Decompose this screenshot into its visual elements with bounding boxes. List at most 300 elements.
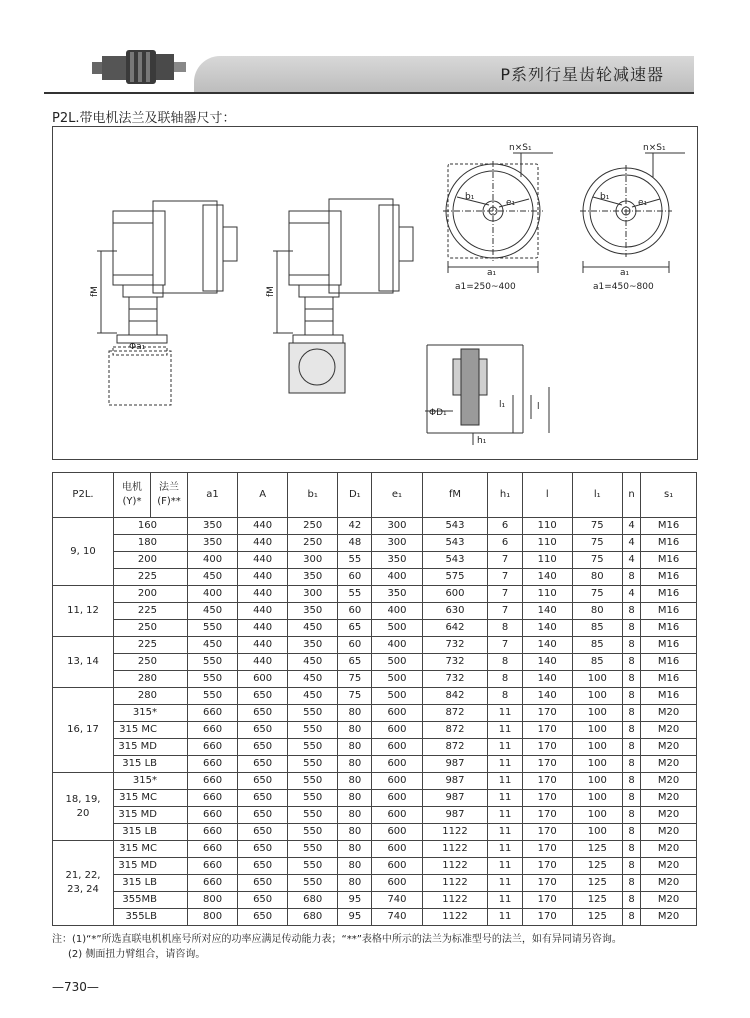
table-cell: 650: [238, 824, 288, 841]
table-cell: 872: [422, 705, 488, 722]
table-cell: 65: [338, 654, 372, 671]
table-cell: 8: [622, 705, 640, 722]
table-cell: 11: [488, 892, 522, 909]
table-cell: 75: [338, 671, 372, 688]
table-cell: 100: [572, 773, 622, 790]
table-cell: 80: [572, 603, 622, 620]
page-header: [44, 44, 694, 94]
table-cell: 170: [522, 824, 572, 841]
table-row: [53, 773, 697, 790]
table-cell: 650: [238, 688, 288, 705]
table-cell: 60: [338, 637, 372, 654]
table-cell: 75: [572, 586, 622, 603]
table-cell: 55: [338, 552, 372, 569]
table-cell: 11: [488, 773, 522, 790]
header-A: A: [238, 473, 288, 518]
coupling-section-detail: [425, 345, 549, 445]
table-cell: 1122: [422, 875, 488, 892]
table-cell: 550: [288, 790, 338, 807]
table-cell: 1122: [422, 841, 488, 858]
table-cell: 660: [188, 722, 238, 739]
table-row: [53, 807, 697, 824]
table-cell: 85: [572, 620, 622, 637]
table-cell: 80: [338, 756, 372, 773]
table-cell: 440: [238, 552, 288, 569]
header-n: n: [622, 473, 640, 518]
table-cell: 300: [288, 552, 338, 569]
label-range-b: a1=450~800: [593, 282, 654, 292]
size-cell: 18, 19, 20: [53, 773, 114, 841]
table-cell: 500: [372, 620, 422, 637]
table-cell: 100: [572, 705, 622, 722]
table-cell: 440: [238, 569, 288, 586]
table-cell: 11: [488, 824, 522, 841]
label-l: l: [537, 402, 540, 412]
table-cell: 350: [372, 586, 422, 603]
table-cell: M16: [641, 637, 697, 654]
table-cell: 732: [422, 654, 488, 671]
label-nxs1-a: n×S₁: [509, 143, 532, 153]
table-cell: 550: [288, 858, 338, 875]
table-cell: 1122: [422, 824, 488, 841]
header-l1: l₁: [572, 473, 622, 518]
table-cell: 660: [188, 790, 238, 807]
assembly-middle: [273, 199, 413, 393]
size-cell: 16, 17: [53, 688, 114, 773]
table-cell: 6: [488, 518, 522, 535]
table-cell: 450: [288, 654, 338, 671]
table-cell: 315 LB: [114, 824, 188, 841]
label-fm-a: fM: [90, 286, 100, 297]
table-cell: 85: [572, 654, 622, 671]
table-cell: 543: [422, 552, 488, 569]
table-cell: 95: [338, 909, 372, 926]
table-cell: 8: [622, 603, 640, 620]
table-cell: 11: [488, 739, 522, 756]
table-cell: 400: [188, 552, 238, 569]
table-cell: 440: [238, 620, 288, 637]
table-cell: 140: [522, 620, 572, 637]
header-motor-sub: (Y)*: [122, 496, 142, 507]
table-cell: 315 LB: [114, 756, 188, 773]
table-cell: 11: [488, 722, 522, 739]
table-cell: 140: [522, 688, 572, 705]
table-row: [53, 586, 697, 603]
table-cell: 550: [188, 620, 238, 637]
table-cell: 7: [488, 552, 522, 569]
table-cell: 170: [522, 858, 572, 875]
table-cell: 550: [288, 824, 338, 841]
table-cell: 48: [338, 535, 372, 552]
table-cell: 11: [488, 909, 522, 926]
table-cell: 4: [622, 552, 640, 569]
table-row: [53, 858, 697, 875]
table-row: [53, 892, 697, 909]
table-cell: 987: [422, 773, 488, 790]
table-cell: 140: [522, 603, 572, 620]
table-cell: 170: [522, 722, 572, 739]
table-cell: 872: [422, 722, 488, 739]
table-cell: 4: [622, 518, 640, 535]
table-cell: 440: [238, 518, 288, 535]
table-cell: 600: [422, 586, 488, 603]
table-cell: 500: [372, 671, 422, 688]
table-cell: 440: [238, 535, 288, 552]
table-cell: 250: [288, 535, 338, 552]
header-D1: D₁: [338, 473, 372, 518]
table-cell: 80: [338, 841, 372, 858]
table-cell: 75: [572, 518, 622, 535]
table-cell: M16: [641, 552, 697, 569]
table-cell: 80: [338, 705, 372, 722]
table-cell: 842: [422, 688, 488, 705]
table-cell: 75: [572, 552, 622, 569]
table-cell: 100: [572, 671, 622, 688]
table-cell: 125: [572, 841, 622, 858]
table-cell: 660: [188, 739, 238, 756]
header-flange: [151, 473, 188, 518]
table-cell: 110: [522, 552, 572, 569]
table-cell: 600: [372, 705, 422, 722]
table-cell: 500: [372, 654, 422, 671]
table-cell: 650: [238, 841, 288, 858]
table-cell: 250: [114, 654, 188, 671]
table-cell: 100: [572, 722, 622, 739]
table-row: [53, 790, 697, 807]
table-cell: 140: [522, 654, 572, 671]
table-cell: M20: [641, 756, 697, 773]
table-cell: 550: [188, 671, 238, 688]
gearbox-logo-icon: [84, 42, 194, 88]
table-cell: 400: [372, 637, 422, 654]
table-cell: 8: [622, 807, 640, 824]
header-a1: a1: [188, 473, 238, 518]
table-cell: 440: [238, 654, 288, 671]
table-cell: 650: [238, 756, 288, 773]
table-cell: M20: [641, 824, 697, 841]
table-cell: 225: [114, 603, 188, 620]
table-row: [53, 620, 697, 637]
table-cell: 987: [422, 807, 488, 824]
table-cell: 8: [622, 790, 640, 807]
table-cell: 225: [114, 569, 188, 586]
table-cell: 600: [372, 756, 422, 773]
table-cell: 650: [238, 790, 288, 807]
label-b1-a: b₁: [465, 192, 475, 202]
table-cell: 350: [288, 637, 338, 654]
table-cell: 650: [238, 858, 288, 875]
table-cell: 8: [622, 875, 640, 892]
table-cell: 440: [238, 586, 288, 603]
table-cell: 660: [188, 824, 238, 841]
table-cell: M20: [641, 858, 697, 875]
label-l1: l₁: [499, 400, 506, 410]
label-a1-b: a₁: [620, 268, 630, 278]
label-phid1: ΦD₁: [429, 408, 447, 418]
table-cell: 355MB: [114, 892, 188, 909]
table-cell: 315*: [114, 773, 188, 790]
table-cell: 450: [288, 688, 338, 705]
table-cell: 650: [238, 722, 288, 739]
table-row: [53, 535, 697, 552]
table-cell: 160: [114, 518, 188, 535]
table-cell: 350: [288, 569, 338, 586]
table-cell: 1122: [422, 909, 488, 926]
table-cell: 8: [622, 620, 640, 637]
table-cell: 8: [622, 671, 640, 688]
table-row: [53, 654, 697, 671]
table-cell: 170: [522, 756, 572, 773]
table-row: [53, 756, 697, 773]
table-cell: 11: [488, 841, 522, 858]
table-cell: 550: [288, 739, 338, 756]
table-cell: 400: [188, 586, 238, 603]
table-cell: M20: [641, 841, 697, 858]
table-cell: 800: [188, 892, 238, 909]
table-cell: 280: [114, 688, 188, 705]
table-cell: M16: [641, 620, 697, 637]
table-cell: M20: [641, 909, 697, 926]
table-cell: 440: [238, 637, 288, 654]
table-cell: 100: [572, 756, 622, 773]
table-cell: 500: [372, 688, 422, 705]
table-cell: 872: [422, 739, 488, 756]
table-cell: 8: [622, 654, 640, 671]
table-cell: 800: [188, 909, 238, 926]
table-cell: 170: [522, 875, 572, 892]
table-cell: 8: [488, 688, 522, 705]
table-row: [53, 518, 697, 535]
table-cell: 170: [522, 909, 572, 926]
table-cell: 600: [372, 739, 422, 756]
header-p2l: P2L.: [53, 473, 114, 518]
table-cell: 6: [488, 535, 522, 552]
section-title: P2L.带电机法兰及联轴器尺寸：: [52, 111, 236, 126]
table-row: [53, 824, 697, 841]
table-cell: 660: [188, 756, 238, 773]
table-row: [53, 603, 697, 620]
table-cell: 8: [622, 722, 640, 739]
table-cell: 100: [572, 688, 622, 705]
table-cell: 660: [188, 705, 238, 722]
table-cell: 550: [288, 756, 338, 773]
table-cell: 8: [622, 892, 640, 909]
table-row: [53, 722, 697, 739]
table-cell: 110: [522, 586, 572, 603]
table-cell: 80: [338, 875, 372, 892]
size-cell: 21, 22, 23, 24: [53, 841, 114, 926]
table-cell: 350: [372, 552, 422, 569]
table-cell: 543: [422, 518, 488, 535]
table-cell: 170: [522, 790, 572, 807]
table-cell: 600: [372, 858, 422, 875]
table-cell: 543: [422, 535, 488, 552]
table-cell: 140: [522, 637, 572, 654]
table-cell: 550: [188, 654, 238, 671]
table-cell: 650: [238, 739, 288, 756]
table-cell: 650: [238, 807, 288, 824]
table-cell: 740: [372, 909, 422, 926]
table-cell: 100: [572, 807, 622, 824]
table-cell: 11: [488, 858, 522, 875]
table-cell: 11: [488, 705, 522, 722]
label-e1-b: e₁: [638, 198, 648, 208]
footnote-2: (2) 侧面扭力臂组合，请咨询。: [68, 949, 206, 960]
table-cell: 80: [338, 824, 372, 841]
table-cell: M20: [641, 705, 697, 722]
table-cell: 8: [622, 773, 640, 790]
table-cell: 350: [188, 518, 238, 535]
table-row: [53, 569, 697, 586]
table-row: [53, 739, 697, 756]
size-cell: 13, 14: [53, 637, 114, 688]
table-cell: 140: [522, 671, 572, 688]
table-cell: 350: [288, 603, 338, 620]
table-cell: 450: [288, 671, 338, 688]
table-cell: 7: [488, 603, 522, 620]
table-cell: 80: [338, 739, 372, 756]
table-row: [53, 841, 697, 858]
table-cell: 600: [372, 807, 422, 824]
table-cell: 740: [372, 892, 422, 909]
table-cell: 600: [372, 790, 422, 807]
table-cell: 80: [338, 722, 372, 739]
table-cell: 4: [622, 535, 640, 552]
dimension-drawing: [52, 126, 698, 460]
table-cell: 450: [288, 620, 338, 637]
table-cell: 550: [288, 807, 338, 824]
label-fm-b: fM: [266, 286, 276, 297]
flange-view-450-800: [580, 153, 685, 273]
table-cell: 300: [372, 518, 422, 535]
table-cell: 355LB: [114, 909, 188, 926]
dimension-table: [52, 472, 697, 926]
table-row: [53, 705, 697, 722]
table-cell: 400: [372, 569, 422, 586]
table-cell: 600: [372, 841, 422, 858]
table-cell: 300: [288, 586, 338, 603]
table-cell: 4: [622, 586, 640, 603]
table-cell: 680: [288, 892, 338, 909]
label-e1-a: e₁: [506, 198, 516, 208]
table-cell: 440: [238, 603, 288, 620]
header-h1: h₁: [488, 473, 522, 518]
table-cell: 987: [422, 790, 488, 807]
table-cell: 250: [288, 518, 338, 535]
table-cell: 200: [114, 552, 188, 569]
table-cell: 450: [188, 569, 238, 586]
table-cell: 8: [622, 858, 640, 875]
table-cell: 315 MD: [114, 807, 188, 824]
table-cell: M16: [641, 569, 697, 586]
table-cell: 987: [422, 756, 488, 773]
table-row: [53, 637, 697, 654]
table-cell: M20: [641, 773, 697, 790]
table-cell: 200: [114, 586, 188, 603]
table-cell: 95: [338, 892, 372, 909]
table-cell: 300: [372, 535, 422, 552]
table-cell: 660: [188, 841, 238, 858]
table-cell: 170: [522, 892, 572, 909]
header-rule: [44, 92, 694, 94]
header-flange-sub: (F)**: [157, 496, 181, 507]
table-cell: 11: [488, 790, 522, 807]
table-cell: 315 LB: [114, 875, 188, 892]
table-cell: 732: [422, 637, 488, 654]
table-row: [53, 671, 697, 688]
table-row: [53, 688, 697, 705]
table-cell: 75: [572, 535, 622, 552]
table-cell: 732: [422, 671, 488, 688]
table-cell: 7: [488, 586, 522, 603]
table-cell: 170: [522, 841, 572, 858]
table-cell: 8: [622, 637, 640, 654]
table-cell: M20: [641, 807, 697, 824]
table-cell: 7: [488, 569, 522, 586]
table-cell: 650: [238, 892, 288, 909]
label-phia1: Φa₁: [129, 342, 146, 352]
table-cell: 125: [572, 858, 622, 875]
table-cell: 450: [188, 637, 238, 654]
table-cell: 642: [422, 620, 488, 637]
table-cell: 600: [372, 824, 422, 841]
table-cell: 11: [488, 756, 522, 773]
table-cell: 100: [572, 824, 622, 841]
table-cell: 550: [288, 722, 338, 739]
table-cell: 100: [572, 739, 622, 756]
table-cell: 400: [372, 603, 422, 620]
table-cell: 8: [488, 654, 522, 671]
label-b1-b: b₁: [600, 192, 610, 202]
label-a1-a: a₁: [487, 268, 497, 278]
header-e1: e₁: [372, 473, 422, 518]
table-cell: 8: [622, 909, 640, 926]
table-cell: 140: [522, 569, 572, 586]
table-cell: 550: [288, 875, 338, 892]
table-body: [53, 518, 697, 926]
table-cell: 575: [422, 569, 488, 586]
table-cell: 600: [372, 722, 422, 739]
table-cell: 170: [522, 705, 572, 722]
table-cell: 225: [114, 637, 188, 654]
table-cell: 110: [522, 518, 572, 535]
table-cell: 630: [422, 603, 488, 620]
size-cell: 11, 12: [53, 586, 114, 637]
table-cell: 550: [288, 705, 338, 722]
table-cell: M16: [641, 518, 697, 535]
table-cell: 650: [238, 875, 288, 892]
table-cell: 8: [622, 824, 640, 841]
page-title: P系列行星齿轮减速器: [500, 65, 664, 84]
table-cell: 315 MD: [114, 858, 188, 875]
table-cell: 8: [622, 739, 640, 756]
header-s1: s₁: [641, 473, 697, 518]
table-cell: 80: [338, 773, 372, 790]
table-cell: 315 MC: [114, 722, 188, 739]
table-cell: M16: [641, 688, 697, 705]
header-flange-label: 法兰: [159, 482, 179, 493]
table-header-row: [53, 473, 697, 518]
table-cell: M20: [641, 739, 697, 756]
table-cell: 65: [338, 620, 372, 637]
label-h1: h₁: [477, 436, 487, 446]
header-fM: fM: [422, 473, 488, 518]
table-cell: 125: [572, 892, 622, 909]
table-cell: 650: [238, 909, 288, 926]
header-b1: b₁: [288, 473, 338, 518]
table-cell: M16: [641, 586, 697, 603]
table-cell: 60: [338, 569, 372, 586]
